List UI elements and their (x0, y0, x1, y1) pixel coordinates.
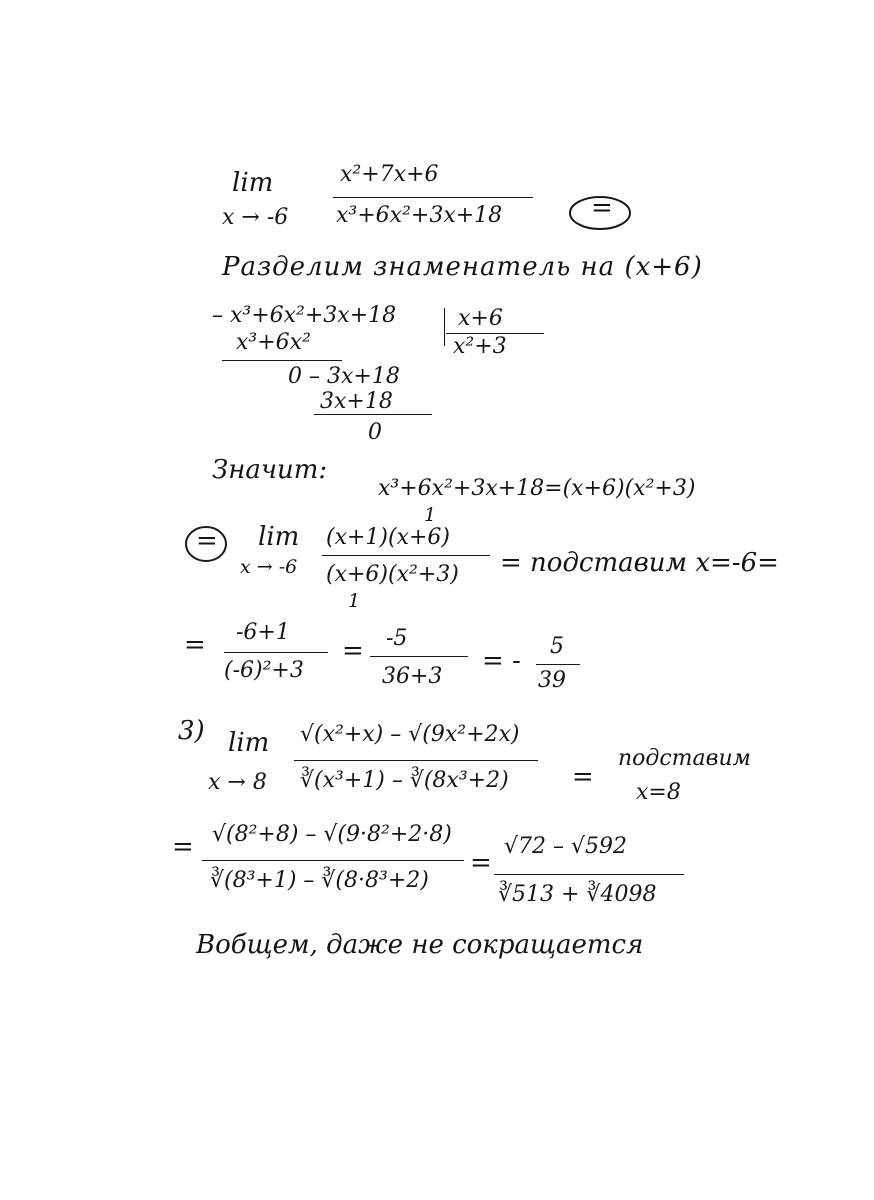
cancel-mark-bottom: 1 (348, 590, 361, 612)
equals-sign: = (342, 636, 364, 666)
limit-subscript: x → -6 (222, 205, 289, 230)
fraction1-denominator: (-6)²+3 (224, 658, 304, 683)
fraction2-denominator: 36+3 (382, 664, 443, 689)
limit-subscript: x → -6 (240, 556, 298, 578)
substitute-text: = подставим x=-6= (500, 548, 779, 578)
fraction-numerator: x²+7x+6 (340, 162, 439, 187)
conclusion-label: Значит: (212, 455, 328, 485)
equals-sign: = (572, 762, 594, 792)
equals-sign: = (172, 832, 194, 862)
substitution-numerator: √(8²+8) – √(9·8²+2·8) (212, 822, 452, 847)
result-denominator: ∛513 + ∛4098 (498, 882, 657, 907)
fraction-denominator: (x+6)(x²+3) (326, 562, 459, 587)
substitute-value: x=8 (636, 780, 681, 805)
result-numerator: √72 – √592 (504, 834, 628, 859)
problem-number: 3) (178, 716, 205, 746)
substitute-note: подставим (618, 746, 751, 771)
circled-equals: = (196, 526, 218, 556)
radical-denominator: ∛(x³+1) – ∛(8x³+2) (300, 768, 509, 793)
equals-minus: = - (482, 646, 521, 676)
division-remainder2: 0 (368, 420, 382, 445)
division-heading: Разделим знаменатель на (x+6) (222, 252, 703, 282)
circled-equals: = (591, 193, 613, 223)
equals-sign: = (470, 848, 492, 878)
division-dividend: – x³+6x²+3x+18 (212, 303, 397, 328)
fraction3-denominator: 39 (538, 668, 566, 693)
equals-sign: = (184, 630, 206, 660)
fraction-numerator: (x+1)(x+6) (326, 525, 451, 550)
division-step1: x³+6x² (236, 330, 311, 355)
circle-mark (570, 197, 630, 229)
division-remainder1: 0 – 3x+18 (288, 364, 400, 389)
limit-symbol: lim (232, 168, 274, 198)
limit-symbol: lim (228, 728, 270, 758)
radical-numerator: √(x²+x) – √(9x²+2x) (300, 722, 520, 747)
division-step2: 3x+18 (320, 389, 393, 414)
fraction-denominator: x³+6x²+3x+18 (336, 203, 503, 228)
circle-mark (186, 527, 226, 561)
factorization-identity: x³+6x²+3x+18=(x+6)(x²+3) (378, 476, 696, 501)
final-remark: Вобщем, даже не сокращается (196, 930, 644, 960)
substitution-denominator: ∛(8³+1) – ∛(8·8³+2) (210, 868, 429, 893)
fraction1-numerator: -6+1 (236, 620, 290, 645)
limit-subscript: x → 8 (208, 770, 267, 795)
division-divisor: x+6 (458, 306, 503, 331)
division-quotient: x²+3 (453, 334, 507, 359)
cancel-mark-top: 1 (424, 504, 437, 526)
fraction2-numerator: -5 (386, 626, 408, 651)
fraction3-numerator: 5 (550, 634, 564, 659)
limit-symbol: lim (258, 522, 300, 552)
